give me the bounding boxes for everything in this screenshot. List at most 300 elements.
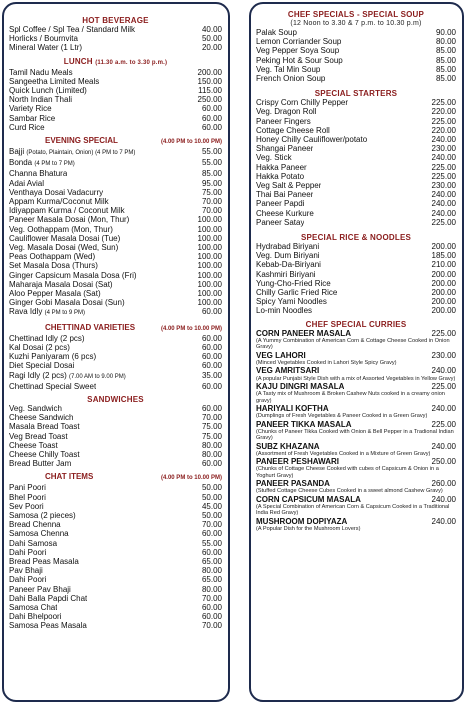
item-note: (Potato, Plaintain, Onion) (4 PM to 7 PM) bbox=[26, 150, 136, 157]
menu-item bbox=[256, 242, 456, 251]
curry-price: 240.00 bbox=[431, 516, 456, 526]
item-price: 100.00 bbox=[197, 252, 222, 262]
menu-item bbox=[256, 251, 456, 260]
item-price: 60.00 bbox=[201, 333, 222, 343]
curry-description: (A Popular Dish for the Mushroom Lovers) bbox=[256, 526, 361, 533]
curry-item bbox=[256, 329, 456, 338]
item-name bbox=[9, 511, 76, 520]
menu-item bbox=[9, 483, 222, 492]
menu-item bbox=[9, 225, 222, 234]
chef-soup-heading bbox=[256, 10, 456, 28]
item-price: 60.00 bbox=[201, 104, 222, 114]
curry-description: (A popular Punjabi Style Dish with a mix of Assorted Vegetables in Yellow Gravy) bbox=[256, 375, 456, 382]
item-price: 200.00 bbox=[431, 242, 456, 252]
item-name bbox=[9, 422, 80, 431]
menu-item bbox=[9, 25, 222, 34]
item-name bbox=[256, 153, 292, 162]
curry-item bbox=[256, 420, 456, 429]
item-name-text: Adai Avial bbox=[9, 178, 44, 188]
item-price: 225.00 bbox=[431, 171, 456, 181]
item-price: 225.00 bbox=[431, 162, 456, 172]
item-price: 115.00 bbox=[198, 86, 222, 96]
item-name-text: Paneer Pav Bhaji bbox=[9, 584, 71, 594]
menu-item bbox=[9, 441, 222, 450]
item-name-text: Venthaya Dosai Vadacurry bbox=[9, 187, 104, 197]
item-name bbox=[256, 218, 304, 227]
item-name bbox=[9, 557, 79, 566]
item-name bbox=[256, 172, 304, 181]
left-menu-column bbox=[2, 2, 230, 702]
item-price: 60.00 bbox=[201, 113, 222, 123]
menu-item bbox=[9, 86, 222, 95]
menu-item bbox=[9, 261, 222, 270]
item-name bbox=[9, 441, 58, 450]
menu-item bbox=[9, 413, 222, 422]
item-name bbox=[9, 86, 87, 95]
item-name bbox=[9, 158, 75, 169]
menu-item bbox=[9, 575, 222, 584]
item-name-text: Tamil Nadu Meals bbox=[9, 67, 73, 77]
menu-item bbox=[256, 74, 456, 83]
curry-description: (A Tasty mix of Mushroom & Broken Cashew Nuts cooked in a creamy onion gravy) bbox=[256, 391, 445, 404]
menu-item bbox=[9, 612, 222, 621]
item-note: (4 PM to 9 PM) bbox=[44, 310, 85, 317]
curry-price: 240.00 bbox=[431, 366, 456, 376]
item-name-text: Kebab-Da-Biriyani bbox=[256, 260, 321, 270]
menu-item bbox=[9, 603, 222, 612]
menu-item bbox=[256, 297, 456, 306]
item-name-text: Appam Kurma/Coconut Milk bbox=[9, 197, 109, 207]
item-name bbox=[9, 539, 57, 548]
item-name-text: Cheese Kurkure bbox=[256, 208, 314, 218]
menu-item bbox=[9, 123, 222, 132]
curry-name: CORN CAPSICUM MASALA bbox=[256, 494, 361, 504]
item-name-text: Bonda bbox=[9, 158, 33, 168]
item-price: 240.00 bbox=[431, 153, 456, 163]
curry-description: (Minced Vegetables Cooked in Lahori Style Spicy Gravy) bbox=[256, 359, 397, 366]
menu-item bbox=[256, 288, 456, 297]
curry-item bbox=[256, 457, 456, 466]
menu-item bbox=[256, 117, 456, 126]
item-name-text: Crispy Corn Chilly Pepper bbox=[256, 98, 349, 108]
item-price: 80.00 bbox=[201, 566, 222, 576]
item-price: 50.00 bbox=[201, 492, 222, 502]
item-name bbox=[9, 280, 113, 289]
chat-items-heading bbox=[9, 472, 222, 483]
item-name bbox=[256, 74, 325, 83]
item-name bbox=[9, 575, 46, 584]
item-name bbox=[9, 483, 46, 492]
item-name bbox=[9, 382, 96, 391]
item-name bbox=[9, 123, 45, 132]
curry-description: (Assortment of Fresh Vegetables Cooked in a Mixture of Green Gravy) bbox=[256, 450, 431, 457]
item-name-text: North Indian Thali bbox=[9, 95, 72, 105]
item-name-text: Veg. Dragon Roll bbox=[256, 107, 317, 117]
menu-item bbox=[256, 126, 456, 135]
item-name bbox=[256, 46, 339, 55]
item-price: 240.00 bbox=[431, 208, 456, 218]
item-name-text: Chilly Garlic Fried Rice bbox=[256, 288, 338, 298]
curry-item bbox=[256, 495, 456, 504]
curry-name: MUSHROOM DOPIYAZA bbox=[256, 516, 348, 526]
item-price: 70.00 bbox=[201, 621, 222, 631]
menu-item bbox=[9, 334, 222, 343]
menu-item bbox=[9, 307, 222, 318]
item-name-text: Cheese Toast bbox=[9, 440, 58, 450]
item-name-text: Masala Bread Toast bbox=[9, 422, 80, 432]
menu-item bbox=[9, 548, 222, 557]
item-price: 70.00 bbox=[201, 413, 222, 423]
lunch-time: (11.30 a.m. to 3.30 p.m.) bbox=[95, 59, 168, 66]
item-name-text: Veg Bread Toast bbox=[9, 431, 68, 441]
item-name bbox=[9, 520, 61, 529]
menu-item bbox=[9, 529, 222, 538]
item-name bbox=[9, 169, 67, 178]
item-name bbox=[256, 270, 316, 279]
item-price: 80.00 bbox=[435, 37, 456, 47]
chettinad-varieties-time: (4.00 PM to 10.00 PM) bbox=[160, 325, 222, 332]
item-name-text: Diet Special Dosai bbox=[9, 361, 75, 371]
item-name-text: Sambar Rice bbox=[9, 113, 56, 123]
item-price: 55.00 bbox=[201, 147, 222, 157]
evening-special-title: EVENING SPECIAL bbox=[45, 136, 118, 146]
menu-item bbox=[9, 215, 222, 224]
item-name bbox=[256, 56, 343, 65]
item-name bbox=[256, 107, 316, 116]
item-price: 60.00 bbox=[201, 381, 222, 391]
item-price: 200.00 bbox=[431, 306, 456, 316]
evening-special-time: (4.00 PM to 10.00 PM) bbox=[160, 139, 222, 146]
curry-description: (Chunks of Paneer Tikka Cooked with Onion & Bell Pepper in a Tradional Indian Gravy) bbox=[256, 428, 454, 442]
item-name bbox=[9, 234, 120, 243]
item-name-text: Channa Bhatura bbox=[9, 169, 68, 179]
curry-name: PANEER TIKKA MASALA bbox=[256, 419, 352, 429]
item-name-text: Maharaja Masala Dosai (Sat) bbox=[9, 279, 113, 289]
item-price: 50.00 bbox=[201, 510, 222, 520]
item-price: 60.00 bbox=[201, 122, 222, 132]
item-name bbox=[9, 594, 87, 603]
menu-item bbox=[256, 172, 456, 181]
item-price: 75.00 bbox=[201, 422, 222, 432]
item-name bbox=[9, 529, 69, 538]
item-name bbox=[9, 261, 98, 270]
menu-item bbox=[9, 594, 222, 603]
item-name-text: Idiyappam Kurma / Coconut Milk bbox=[9, 206, 125, 216]
item-name bbox=[256, 279, 331, 288]
item-name-text: Pani Poori bbox=[9, 483, 46, 493]
item-name-text: Veg. Oothappam (Mon, Thur) bbox=[9, 224, 113, 234]
menu-item bbox=[9, 502, 222, 511]
menu-item bbox=[256, 163, 456, 172]
item-name-text: Chettinad Idly (2 pcs) bbox=[9, 333, 85, 343]
item-price: 85.00 bbox=[435, 74, 456, 84]
curry-description: (A Special Combination of American Corn & Capsicum Cooked in a Traditional India Red Gravy) bbox=[256, 504, 450, 517]
item-name-text: Yung-Cho-Fried Rice bbox=[256, 278, 331, 288]
item-name-text: Paneer Fingers bbox=[256, 116, 311, 126]
curry-description: (Chunks of Cottage Cheese Cooked with cubes of Capsicum & Onion in a Yoghurt Gravy) bbox=[256, 466, 439, 479]
item-name-text: Dahi Bhelpoori bbox=[9, 612, 62, 622]
menu-item bbox=[9, 585, 222, 594]
item-price: 100.00 bbox=[197, 224, 222, 234]
item-name-text: Bajji bbox=[9, 147, 25, 157]
item-name bbox=[9, 68, 73, 77]
item-price: 200.00 bbox=[431, 297, 456, 307]
item-name-text: Bhel Poori bbox=[9, 492, 46, 502]
menu-item bbox=[9, 243, 222, 252]
curry-price: 250.00 bbox=[431, 457, 456, 467]
menu-item bbox=[256, 46, 456, 55]
item-price: 35.00 bbox=[201, 370, 222, 380]
item-name bbox=[256, 260, 321, 269]
menu-item bbox=[9, 234, 222, 243]
chat-items-title: CHAT ITEMS bbox=[45, 472, 94, 482]
item-price: 80.00 bbox=[201, 449, 222, 459]
item-name bbox=[256, 181, 321, 190]
item-price: 240.00 bbox=[431, 199, 456, 209]
item-name-text: Pav Bhaji bbox=[9, 566, 43, 576]
item-price: 220.00 bbox=[431, 125, 456, 135]
item-price: 210.00 bbox=[431, 260, 456, 270]
evening-special-heading bbox=[9, 136, 222, 147]
item-price: 150.00 bbox=[197, 76, 222, 86]
item-name-text: Dahi Poori bbox=[9, 547, 47, 557]
item-price: 80.00 bbox=[201, 440, 222, 450]
item-name bbox=[9, 298, 125, 307]
item-name bbox=[9, 432, 68, 441]
item-name-text: Peas Oothappam (Wed) bbox=[9, 252, 96, 262]
item-price: 80.00 bbox=[201, 584, 222, 594]
item-price: 100.00 bbox=[197, 233, 222, 243]
menu-item bbox=[9, 621, 222, 630]
item-name-text: Set Masala Dosa (Thurs) bbox=[9, 261, 98, 271]
menu-item bbox=[9, 188, 222, 197]
item-price: 85.00 bbox=[435, 55, 456, 65]
menu-item bbox=[256, 135, 456, 144]
curry-name: CORN PANEER MASALA bbox=[256, 328, 351, 338]
item-name-text: Samosa Chat bbox=[9, 602, 58, 612]
menu-item bbox=[9, 34, 222, 43]
item-name-text: Samosa (2 pieces) bbox=[9, 510, 76, 520]
item-price: 225.00 bbox=[431, 217, 456, 227]
item-name-text: Spl Coffee / Spl Tea / Standard Milk bbox=[9, 25, 135, 34]
item-name bbox=[256, 135, 367, 144]
menu-item bbox=[9, 77, 222, 86]
menu-item bbox=[256, 28, 456, 37]
menu-item bbox=[9, 450, 222, 459]
item-price: 200.00 bbox=[431, 288, 456, 298]
item-name-text: Quick Lunch (Limited) bbox=[9, 86, 87, 96]
item-price: 100.00 bbox=[197, 215, 222, 225]
item-name bbox=[9, 493, 46, 502]
item-name-text: Ginger Gobi Masala Dosai (Sun) bbox=[9, 298, 125, 308]
item-name bbox=[256, 251, 320, 260]
menu-item bbox=[256, 270, 456, 279]
item-name bbox=[9, 343, 70, 352]
item-name bbox=[9, 25, 135, 34]
menu-item bbox=[9, 43, 222, 52]
item-name-text: Cheese Chilly Toast bbox=[9, 449, 80, 459]
item-name bbox=[9, 502, 44, 511]
item-name-text: Kal Dosai (2 pcs) bbox=[9, 342, 70, 352]
item-name bbox=[256, 117, 311, 126]
item-name-text: Veg. Masala Dosai (Wed, Sun) bbox=[9, 243, 119, 253]
item-price: 65.00 bbox=[201, 556, 222, 566]
item-name bbox=[256, 37, 341, 46]
item-name bbox=[9, 352, 96, 361]
item-price: 100.00 bbox=[197, 289, 222, 299]
item-name bbox=[9, 206, 125, 215]
curry-price: 230.00 bbox=[431, 350, 456, 360]
item-price: 60.00 bbox=[201, 342, 222, 352]
menu-item bbox=[9, 95, 222, 104]
menu-item bbox=[9, 493, 222, 502]
menu-item bbox=[9, 352, 222, 361]
curry-name: VEG LAHORI bbox=[256, 350, 306, 360]
rice-noodles-heading bbox=[256, 233, 456, 242]
menu-item bbox=[256, 209, 456, 218]
chettinad-varieties-title: CHETTINAD VARIETIES bbox=[45, 322, 136, 332]
curry-description: (Dumplings of Fresh Vegetables & Paneer Cooked in a Green Gravy) bbox=[256, 413, 428, 420]
menu-item bbox=[9, 169, 222, 178]
item-price: 60.00 bbox=[201, 612, 222, 622]
menu-item bbox=[9, 114, 222, 123]
menu-item bbox=[256, 218, 456, 227]
curry-name: PANEER PESHAWARI bbox=[256, 457, 339, 467]
menu-item bbox=[9, 298, 222, 307]
item-name-text: Cottage Cheese Roll bbox=[256, 125, 330, 135]
item-price: 100.00 bbox=[197, 261, 222, 271]
special-starters-title: SPECIAL STARTERS bbox=[314, 89, 398, 99]
menu-item bbox=[9, 371, 222, 382]
item-name bbox=[9, 404, 62, 413]
menu-item bbox=[9, 104, 222, 113]
menu-item bbox=[9, 539, 222, 548]
item-price: 50.00 bbox=[201, 483, 222, 493]
item-name bbox=[9, 585, 71, 594]
item-name bbox=[9, 77, 99, 86]
curry-description: (A Yummy Combination of American Corn & Cottage Cheese Cooked in Onion Gravy) bbox=[256, 337, 450, 351]
item-price: 75.00 bbox=[201, 187, 222, 197]
item-name bbox=[9, 413, 73, 422]
item-price: 230.00 bbox=[431, 144, 456, 154]
item-price: 60.00 bbox=[201, 361, 222, 371]
item-name bbox=[256, 306, 312, 315]
item-name-text: Curd Rice bbox=[9, 122, 45, 132]
curry-item bbox=[256, 351, 456, 360]
item-price: 85.00 bbox=[201, 169, 222, 179]
curry-item bbox=[256, 404, 456, 413]
item-price: 70.00 bbox=[201, 206, 222, 216]
item-name-text: Aloo Pepper Masala (Sat) bbox=[9, 289, 101, 299]
item-name-text: Variety Rice bbox=[9, 104, 52, 114]
item-price: 60.00 bbox=[201, 459, 222, 469]
menu-item bbox=[256, 144, 456, 153]
item-price: 60.00 bbox=[201, 403, 222, 413]
item-name bbox=[256, 65, 320, 74]
menu-item bbox=[9, 459, 222, 468]
chef-soup-time: (12 Noon to 3.30 & 7 p.m. to 10.30 p.m) bbox=[290, 20, 422, 27]
menu-item bbox=[9, 147, 222, 158]
menu-item bbox=[9, 432, 222, 441]
item-price: 45.00 bbox=[201, 501, 222, 511]
item-name bbox=[256, 126, 330, 135]
menu-item bbox=[9, 289, 222, 298]
curry-name: HARIYALI KOFTHA bbox=[256, 403, 329, 413]
menu-item bbox=[9, 404, 222, 413]
curry-name: SUBZ KHAZANA bbox=[256, 441, 320, 451]
item-name bbox=[9, 612, 61, 621]
curry-name: KAJU DINGRI MASALA bbox=[256, 381, 345, 391]
item-price: 55.00 bbox=[201, 158, 222, 168]
item-name-text: Mineral Water (1 Ltr) bbox=[9, 43, 83, 53]
item-price: 200.00 bbox=[431, 269, 456, 279]
item-name-text: Bread Chenna bbox=[9, 520, 61, 530]
menu-item bbox=[9, 343, 222, 352]
item-name-text: Sev Poori bbox=[9, 501, 44, 511]
chef-special-curries-heading bbox=[256, 320, 456, 329]
item-name bbox=[9, 289, 101, 298]
curry-item bbox=[256, 366, 456, 375]
item-name-text: Sangeetha Limited Meals bbox=[9, 76, 100, 86]
item-name-text: Dahi Poori bbox=[9, 575, 47, 585]
special-starters-heading bbox=[256, 89, 456, 98]
item-name-text: Ragi Idly (2 pcs) bbox=[9, 370, 67, 380]
item-note: (4 PM to 7 PM) bbox=[34, 161, 75, 168]
item-name-text: Spicy Yami Noodles bbox=[256, 297, 327, 307]
menu-item bbox=[256, 37, 456, 46]
item-name-text: Honey Chilly Cauliflower/potato bbox=[256, 135, 368, 145]
item-name bbox=[9, 252, 95, 261]
curry-name: VEG AMRITSARI bbox=[256, 366, 320, 376]
menu-item bbox=[9, 361, 222, 370]
item-name bbox=[256, 209, 314, 218]
lunch-heading bbox=[9, 57, 222, 68]
item-price: 100.00 bbox=[197, 279, 222, 289]
item-price: 200.00 bbox=[431, 278, 456, 288]
curry-name: PANEER PASANDA bbox=[256, 479, 330, 489]
item-price: 50.00 bbox=[201, 34, 222, 44]
item-price: 65.00 bbox=[201, 575, 222, 585]
item-name-text: Ginger Capsicum Masala Dosa (Fri) bbox=[9, 270, 137, 280]
item-name bbox=[9, 114, 55, 123]
item-name-text: Bread Peas Masala bbox=[9, 556, 79, 566]
item-name-text: Kuzhi Paniyaram (6 pcs) bbox=[9, 352, 97, 362]
menu-item bbox=[9, 206, 222, 215]
menu-item bbox=[256, 279, 456, 288]
curry-price: 225.00 bbox=[431, 381, 456, 391]
item-price: 250.00 bbox=[197, 95, 222, 105]
item-name bbox=[9, 179, 44, 188]
item-name-text: Bread Butter Jam bbox=[9, 459, 72, 469]
curry-item bbox=[256, 382, 456, 391]
chef-soup-title: CHEF SPECIALS - SPECIAL SOUP bbox=[287, 10, 425, 19]
item-name-text: Lemon Corriander Soup bbox=[256, 37, 342, 47]
menu-item bbox=[256, 98, 456, 107]
item-price: 70.00 bbox=[201, 197, 222, 207]
item-price: 20.00 bbox=[201, 43, 222, 53]
item-price: 230.00 bbox=[431, 181, 456, 191]
curry-price: 260.00 bbox=[431, 479, 456, 489]
item-note: (7.00 AM to 9.00 PM) bbox=[69, 373, 126, 380]
menu-item bbox=[9, 566, 222, 575]
item-name bbox=[9, 361, 74, 370]
item-name-text: Dahi Balla Papdi Chat bbox=[9, 593, 88, 603]
item-price: 40.00 bbox=[201, 25, 222, 34]
menu-item bbox=[9, 520, 222, 529]
item-name-text: Hydrabad Biriyani bbox=[256, 242, 320, 252]
menu-item bbox=[9, 511, 222, 520]
item-name bbox=[256, 288, 337, 297]
